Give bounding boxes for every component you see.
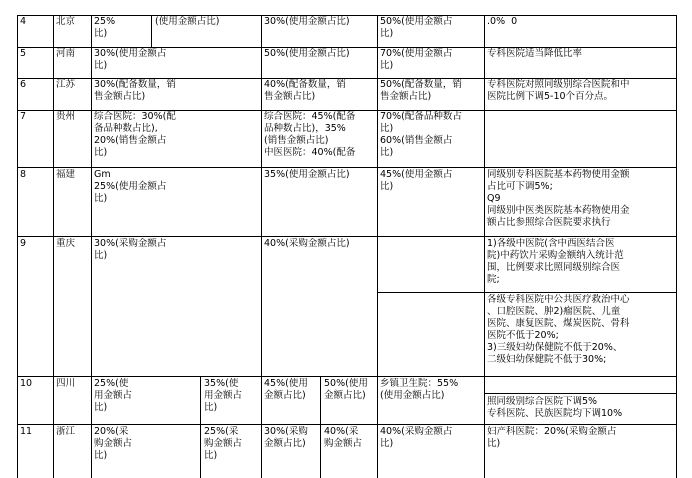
basic-level-value: Gm 25%(使用金额占 比) <box>94 169 167 204</box>
basic-level-value: 20%(采 购金额占 比) <box>94 426 133 461</box>
basic-level-value: 综合医院：30%(配 备品种数占比), 20%(销售金额占 比) <box>94 111 176 158</box>
row-number: 9 <box>20 238 27 249</box>
tertiary-hospital-value: 70%(配备品种数占 比) 60%(销售金额占 比) <box>380 111 462 158</box>
row-number: 6 <box>20 79 27 90</box>
rule <box>676 15 677 478</box>
remarks: .0% 0 <box>487 16 518 27</box>
basic-level-value-2: 25%(采 购金额占 比) <box>204 426 243 461</box>
rule <box>91 15 92 478</box>
row-number: 11 <box>20 426 33 437</box>
rule <box>484 393 677 394</box>
secondary-hospital-value: 综合医院：45%(配备 品种数占比)，35% (销售金额占比) 中医医院：40%(配备 <box>264 111 356 158</box>
province-name: 四川 <box>56 378 76 389</box>
remarks-extra: 照同级别综合医院下调5% 专科医院、民族医院均下调10% <box>487 396 623 419</box>
secondary-hospital-value: 40%(采购金额占比) <box>264 238 350 249</box>
rule <box>17 424 677 425</box>
rule <box>484 15 485 478</box>
rule <box>320 376 321 478</box>
secondary-hospital-value: 40%(配备数量，销 售金额占比) <box>264 79 346 102</box>
remarks: 同级别专科医院基本药物使用金额 占比可下调5%; Q9 同级别中医类医院基本药物使用金 额占比参照综合医院要求执行 <box>487 169 630 228</box>
secondary-hospital-value: 30%(使用金额占比) <box>264 16 350 27</box>
remarks: 专科医院适当降低比率 <box>487 48 583 59</box>
row-number: 10 <box>20 378 33 389</box>
province-name: 贵州 <box>56 111 76 122</box>
province-name: 河南 <box>56 48 76 59</box>
rule <box>17 15 18 478</box>
secondary-hospital-value: 50%(使用金额占比) <box>264 48 350 59</box>
basic-level-value: 25% 比) <box>94 16 116 39</box>
basic-level-value: 30%(使用金额占 比) <box>94 48 167 71</box>
tertiary-hospital-value: 45%(使用金额占 比) <box>380 169 453 192</box>
row-number: 8 <box>20 169 27 180</box>
rule <box>377 292 677 293</box>
province-name: 浙江 <box>56 426 76 437</box>
row-number: 4 <box>20 16 27 27</box>
province-name: 江苏 <box>56 79 76 90</box>
row-number: 5 <box>20 48 27 59</box>
secondary-hospital-value-2: 40%(采 购金额占 <box>324 426 363 449</box>
tertiary-hospital-value: 40%(采购金额占 比) <box>380 426 453 449</box>
rule <box>17 236 677 237</box>
rule <box>200 376 201 478</box>
tertiary-hospital-value: 70%(使用金额占 比) <box>380 48 453 71</box>
remarks: 1)各级中医院(含中西医结合医 院)中药饮片采购金额纳入统计范 围，比例要求比照同级别综合医 院; <box>487 238 624 285</box>
rule <box>17 376 677 377</box>
rule <box>17 167 677 168</box>
basic-level-value: 30%(配备数量，销 售金额占比) <box>94 79 176 102</box>
remarks-extra: 各级专科医院中公共医疗救治中心 、口腔医院、肿2)瘤医院、儿童 医院、康复医院、煤炭医院、骨科 医院不低于20%; 3)三级妇幼保健院不低于20%、 二级妇幼保健院不低于30%; <box>487 294 630 365</box>
rule <box>261 15 262 478</box>
rule <box>377 15 378 478</box>
basic-level-note: (使用金额占比) <box>155 16 220 27</box>
basic-level-value-2: 35%(使 用金额占 比) <box>204 378 243 413</box>
tertiary-hospital-value: 50%(使用金额占 比) <box>380 16 453 39</box>
rule <box>53 15 54 478</box>
basic-level-value: 30%(采购金额占 比) <box>94 238 167 261</box>
province-name: 福建 <box>56 169 76 180</box>
province-name: 北京 <box>56 16 76 27</box>
secondary-hospital-value: 30%(采购 金额占比) <box>264 426 308 449</box>
remarks: 专科医院对照同级别综合医院和中 医院比例下调5-10个百分点。 <box>487 79 630 102</box>
rule <box>151 15 152 48</box>
basic-level-value: 25%(使 用金额占 比) <box>94 378 133 413</box>
secondary-hospital-value: 35%(使用金额占比) <box>264 169 350 180</box>
remarks: 妇产科医院：20%(采购金额占 比) <box>487 426 617 449</box>
row-number: 7 <box>20 111 27 122</box>
secondary-hospital-value: 45%(使用 金额占比) <box>264 378 308 401</box>
province-name: 重庆 <box>56 238 76 249</box>
secondary-hospital-value-2: 50%(使用 金额占比) <box>324 378 368 401</box>
tertiary-hospital-value: 50%(配备数量，销 售金额占比) <box>380 79 462 102</box>
tertiary-hospital-value: 乡镇卫生院：55% (使用金额占比) <box>380 378 459 401</box>
